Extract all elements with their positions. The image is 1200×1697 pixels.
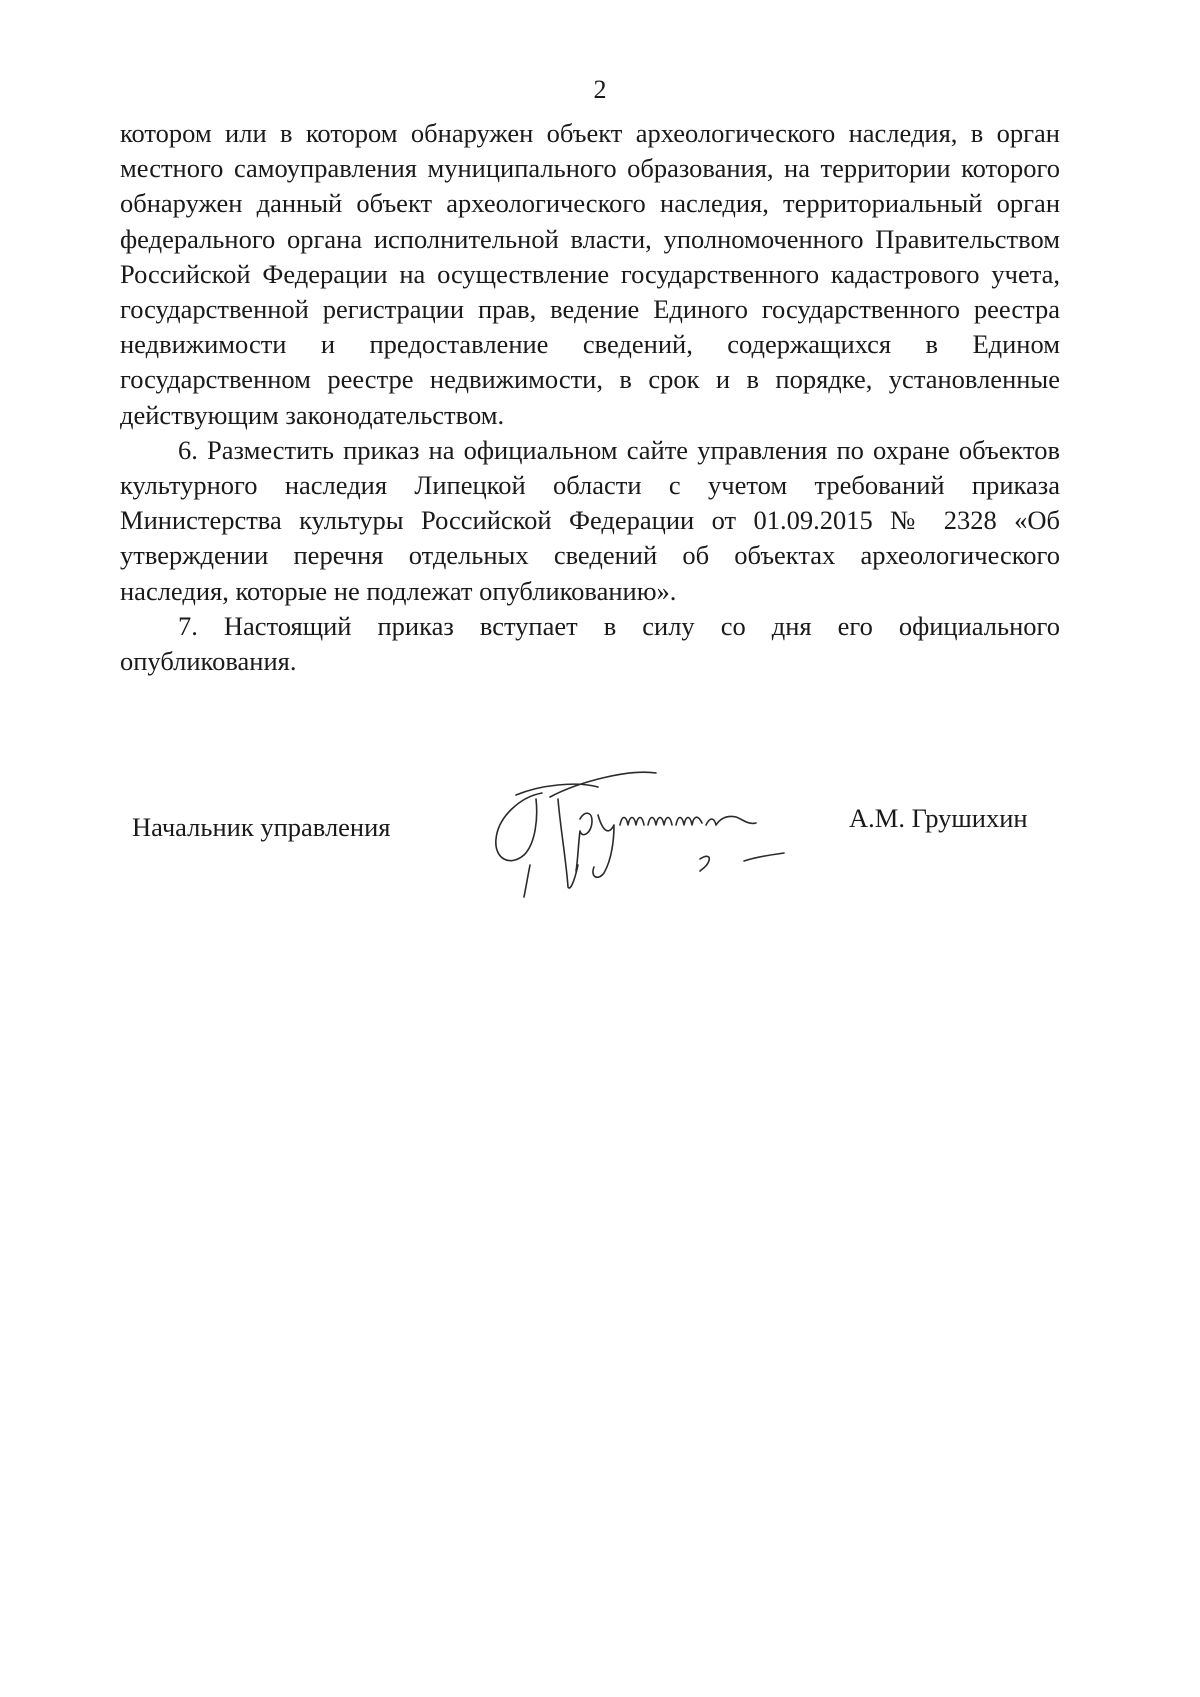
- document-body: [120, 116, 1060, 679]
- paragraph-item-6: 6. Разместить приказ на официальном сайте управления по охране объектов культурного наследия Липецкой области с учетом требований приказа Министерства культуры Российской Федерации от 01.09.2015 № 2328 «Об утверждении перечня отдельных сведений об объектах археологического наследия, которые не подлежат опубликованию».: [120, 434, 1060, 606]
- handwritten-signature: [480, 755, 800, 905]
- signatory-position: Начальник управления: [132, 812, 391, 842]
- paragraph-continuation: котором или в котором обнаружен объект археологического наследия, в орган местного самоуправления муниципального образования, на территории которого обнаружен данный объект археологического наследия, территориальный орган федерального органа исполнительной власти, уполномоченного Правительством Российской Федерации на осуществление государственного кадастрового учета, государственной регистрации прав, ведение Единого государственного реестра недвижимости и предоставление сведений, содержащихся в Едином государственном реестре недвижимости, в срок и в порядке, установленные действующим законодательством.: [120, 118, 1060, 430]
- paragraph-item-7: 7. Настоящий приказ вступает в силу со дня его официального опубликования.: [120, 610, 1060, 677]
- signatory-name: А.М. Грушихин: [849, 803, 1028, 833]
- page-number: 2: [593, 75, 607, 104]
